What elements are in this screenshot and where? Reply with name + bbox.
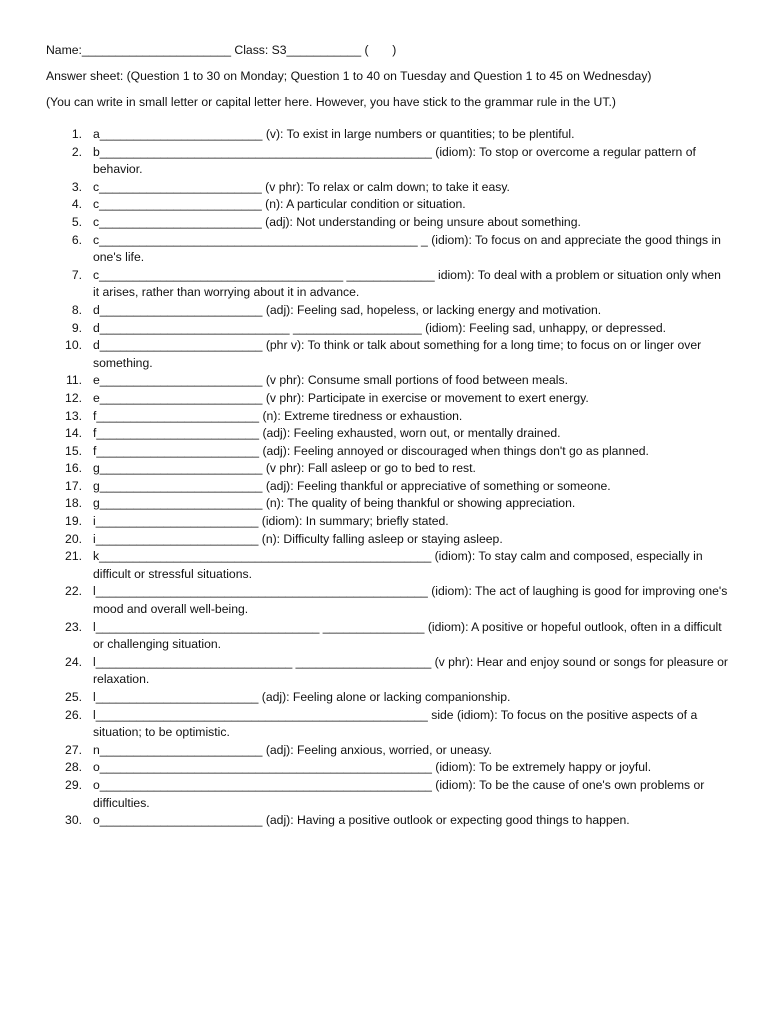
question-number: 15.: [65, 443, 82, 458]
question-text: l_____________________________ ____________________ (v phr): Hear and enjoy sound or songs for pleasure or relaxation.: [93, 654, 732, 687]
question-text: d________________________ (phr v): To think or talk about something for a long time; to focus on or linger over something.: [93, 338, 705, 370]
question-text: f________________________ (adj): Feeling annoyed or discouraged when things don't go as planned.: [93, 443, 649, 458]
question-item: [46, 619, 728, 654]
question-list: [46, 126, 732, 830]
question-text: e________________________ (v phr): Consume small portions of food between meals.: [93, 373, 568, 388]
question-number: 9.: [71, 320, 82, 335]
question-item: [46, 214, 728, 232]
question-number: 12.: [65, 390, 82, 405]
question-number: 1.: [71, 127, 82, 141]
grammar-note: (You can write in small letter or capital letter here. However, you have stick to the grammar rule in the UT.): [46, 95, 616, 109]
question-number: 30.: [65, 813, 82, 828]
question-number: 21.: [65, 549, 82, 564]
question-text: d____________________________ ___________________ (idiom): Feeling sad, unhappy, or depressed.: [93, 320, 667, 335]
question-item: [46, 232, 728, 267]
question-item: [46, 460, 728, 478]
question-number: 26.: [65, 707, 82, 722]
question-item: [46, 320, 728, 338]
question-item: [46, 759, 728, 777]
question-item: [46, 495, 728, 513]
question-number: 23.: [65, 619, 82, 634]
question-text: g________________________ (n): The quality of being thankful or showing appreciation.: [93, 496, 576, 511]
question-item: [46, 707, 728, 742]
question-item: [46, 425, 728, 443]
question-text: c_______________________________________________ _ (idiom): To focus on and appreciate the good things in one's life.: [93, 232, 725, 265]
question-text: l_________________________________________________ side (idiom): To focus on the positive aspects of a situation; to be optimistic.: [93, 707, 701, 740]
question-item: [46, 390, 728, 408]
question-text: o_________________________________________________ (idiom): To be extremely happy or joyful.: [93, 760, 652, 775]
question-number: 11.: [65, 373, 82, 388]
question-number: 2.: [71, 144, 82, 159]
question-item: [46, 777, 728, 812]
question-text: n________________________ (adj): Feeling anxious, worried, or uneasy.: [93, 742, 492, 757]
question-number: 10.: [65, 338, 82, 353]
question-item: [46, 583, 731, 618]
question-text: o________________________ (adj): Having a positive outlook or expecting good things to happen.: [93, 813, 630, 828]
question-item: [46, 144, 728, 179]
question-item: [46, 531, 728, 549]
question-text: i________________________ (idiom): In summary; briefly stated.: [93, 514, 449, 529]
question-text: l________________________ (adj): Feeling alone or lacking companionship.: [93, 690, 511, 704]
question-number: 13.: [65, 408, 82, 423]
question-item: [46, 179, 728, 197]
question-item: [46, 812, 728, 830]
question-item: [46, 372, 728, 390]
question-item: [46, 196, 728, 214]
schedule-instruction: Answer sheet: (Question 1 to 30 on Monday; Question 1 to 40 on Tuesday and Question 1 to 45 on Wednesday): [46, 69, 652, 83]
question-text: e________________________ (v phr): Participate in exercise or movement to exert energy.: [93, 390, 589, 405]
question-number: 14.: [65, 426, 82, 441]
question-text: i________________________ (n): Difficulty falling asleep or staying asleep.: [93, 531, 503, 546]
question-item: [46, 443, 728, 461]
question-text: b_________________________________________________ (idiom): To stop or overcome a regular pattern of behavior.: [93, 144, 700, 177]
question-text: f________________________ (n): Extreme tiredness or exhaustion.: [93, 408, 463, 423]
question-item: [46, 302, 728, 320]
question-text: g________________________ (v phr): Fall asleep or go to bed to rest.: [93, 461, 476, 476]
question-item: [46, 689, 728, 707]
question-text: o_________________________________________________ (idiom): To be the cause of one's own problems or difficulties.: [93, 777, 708, 810]
question-number: 4.: [71, 197, 82, 212]
question-text: d________________________ (adj): Feeling sad, hopeless, or lacking energy and motivation.: [93, 302, 602, 317]
question-item: [46, 126, 728, 144]
question-text: k_________________________________________________ (idiom): To stay calm and composed, especially in difficult or stressful situations.: [93, 549, 707, 581]
question-text: c____________________________________ _____________ idiom): To deal with a problem or situation only when it arises, rather than worrying about it in advance.: [93, 267, 725, 300]
question-text: l_________________________________ _______________ (idiom): A positive or hopeful outlook, often in a difficult or challenging situation.: [93, 619, 726, 652]
question-item: [46, 478, 728, 496]
question-item: [46, 654, 732, 689]
question-number: 8.: [71, 302, 82, 317]
question-text: a________________________ (v): To exist in large numbers or quantities; to be plentiful.: [93, 127, 575, 141]
question-number: 19.: [65, 514, 82, 529]
question-item: [46, 267, 728, 302]
question-number: 18.: [65, 496, 82, 511]
question-item: [46, 548, 728, 583]
question-number: 3.: [71, 179, 82, 194]
question-item: [46, 337, 728, 372]
name-class-line: Name:______________________ Class: S3___________ ( ): [46, 43, 397, 57]
question-item: [46, 513, 728, 531]
question-text: g________________________ (adj): Feeling thankful or appreciative of something or someone.: [93, 478, 611, 493]
question-number: 22.: [65, 584, 82, 599]
question-item: [46, 742, 728, 760]
question-number: 20.: [65, 531, 82, 546]
question-number: 7.: [71, 267, 82, 282]
question-text: c________________________ (n): A particular condition or situation.: [93, 197, 466, 212]
question-text: f________________________ (adj): Feeling exhausted, worn out, or mentally drained.: [93, 426, 561, 441]
question-number: 6.: [71, 232, 82, 247]
question-text: l_________________________________________________ (idiom): The act of laughing is good for improving one's mood and overall well-being.: [93, 584, 731, 617]
question-item: [46, 408, 728, 426]
question-text: c________________________ (adj): Not understanding or being unsure about something.: [93, 214, 581, 229]
question-number: 29.: [65, 777, 82, 792]
question-number: 24.: [65, 654, 82, 669]
question-text: c________________________ (v phr): To relax or calm down; to take it easy.: [93, 179, 510, 194]
question-number: 28.: [65, 760, 82, 775]
question-number: 17.: [65, 478, 82, 493]
question-number: 5.: [71, 214, 82, 229]
question-number: 16.: [65, 461, 82, 476]
question-number: 27.: [65, 742, 82, 757]
question-number: 25.: [65, 690, 82, 704]
